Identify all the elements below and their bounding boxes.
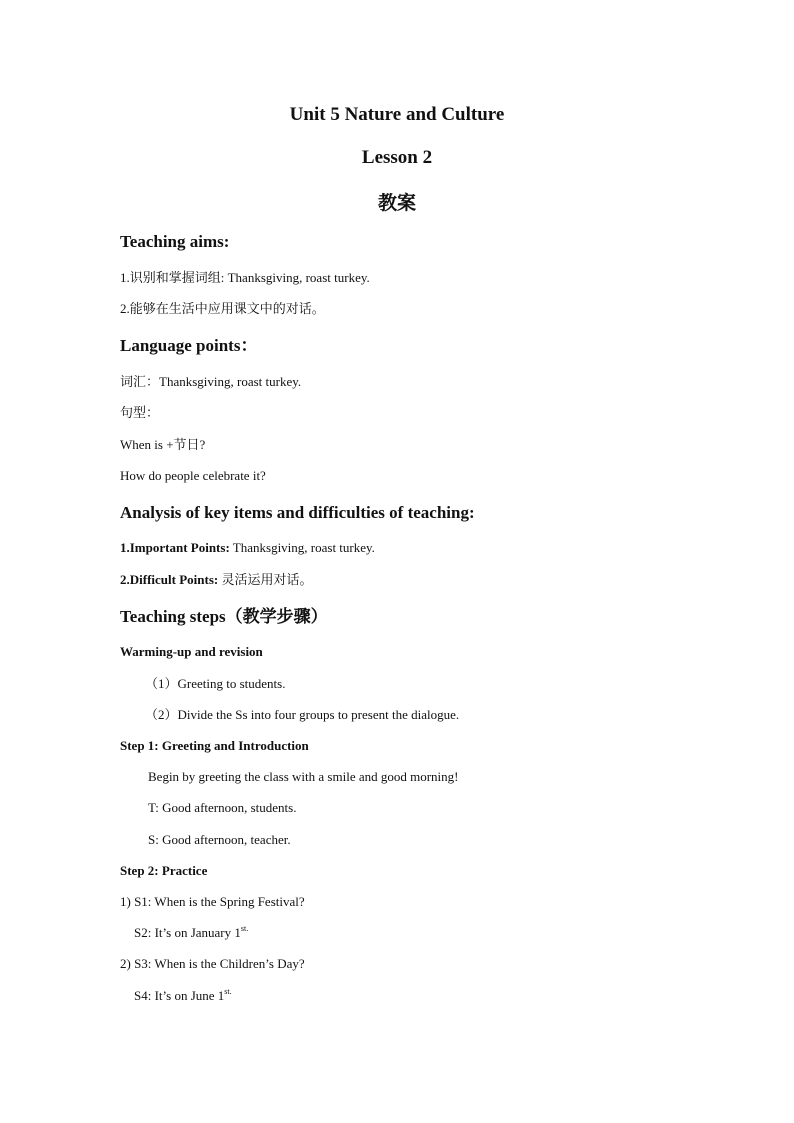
- step1-line-1: Begin by greeting the class with a smile and good morning!: [148, 769, 459, 784]
- step1-line-3: S: Good afternoon, teacher.: [148, 832, 291, 847]
- analysis-heading: Analysis of key items and difficulties of teaching:: [120, 503, 475, 522]
- warmup-item-1: （1）Greeting to students.: [145, 676, 286, 691]
- aim-item-2: 2.能够在生活中应用课文中的对话。: [120, 301, 325, 316]
- important-points-label: 1.Important Points:: [120, 540, 230, 555]
- important-points-text: Thanksgiving, roast turkey.: [229, 540, 375, 555]
- step2-subheading: Step 2: Practice: [120, 863, 208, 878]
- practice-1-answer-text: S2: It’s on January 1: [134, 925, 241, 940]
- practice-2-answer-text: S4: It’s on June 1: [134, 988, 225, 1003]
- practice-1-question: 1) S1: When is the Spring Festival?: [120, 894, 305, 909]
- difficult-points-line: [120, 571, 312, 589]
- practice-1-answer-suffix: st.: [240, 924, 249, 933]
- practice-2-answer-suffix: st.: [224, 987, 232, 996]
- aim-item-1: 1.识别和掌握词组: Thanksgiving, roast turkey.: [120, 270, 370, 285]
- warmup-subheading: Warming-up and revision: [120, 644, 263, 659]
- practice-1-answer: [134, 924, 248, 942]
- warmup-item-2: （2）Divide the Ss into four groups to present the dialogue.: [145, 707, 460, 722]
- step1-subheading: Step 1: Greeting and Introduction: [120, 738, 309, 753]
- unit-title: Unit 5 Nature and Culture: [289, 104, 505, 125]
- sentence-pattern-1: When is +节日?: [120, 437, 206, 452]
- step1-line-2: T: Good afternoon, students.: [148, 800, 297, 815]
- important-points-line: [120, 539, 375, 557]
- teaching-steps-heading: Teaching steps（教学步骤）: [120, 607, 328, 626]
- document-type-title: 教案: [377, 193, 416, 214]
- vocabulary-line: 词汇：Thanksgiving, roast turkey.: [120, 374, 302, 389]
- language-points-heading: Language points：: [120, 336, 258, 355]
- lesson-title: Lesson 2: [361, 147, 433, 168]
- teaching-aims-heading: Teaching aims:: [120, 232, 230, 251]
- sentence-pattern-label: 句型：: [120, 405, 160, 420]
- practice-2-answer: [134, 987, 232, 1005]
- difficult-points-text: 灵活运用对话。: [218, 572, 313, 587]
- sentence-pattern-2: How do people celebrate it?: [120, 468, 266, 483]
- practice-2-question: 2) S3: When is the Children’s Day?: [120, 956, 305, 971]
- difficult-points-label: 2.Difficult Points:: [120, 572, 219, 587]
